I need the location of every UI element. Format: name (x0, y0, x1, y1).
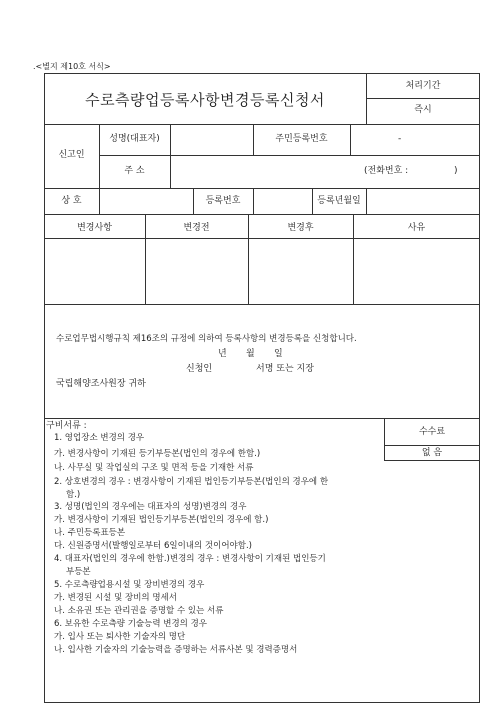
document-item: 가. 변경사항이 기재된 법인등기부등본(법인의 경우에 함.) (54, 515, 269, 525)
date-month-label: 월 (246, 349, 255, 359)
name-label: 성명(대표자) (109, 134, 160, 144)
document-item: 5. 수로측량업용시설 및 장비변경의 경우 (54, 580, 205, 590)
date-year-label: 년 (218, 349, 227, 359)
name-field[interactable] (171, 125, 252, 154)
change-before-field[interactable] (146, 239, 247, 303)
form-title: 수로측량업등록사항변경등록신청서 (85, 91, 325, 109)
declaration-statement: 수로업무법시행규칙 제16조의 규정에 의하여 등록사항의 변경등록을 신청합니다. (56, 334, 357, 344)
processing-period-label: 처리기간 (405, 81, 441, 91)
form-reference: .<별지 제10호 서식> (33, 62, 111, 71)
document-item: 나. 사무실 및 작업실의 구조 및 면적 등을 기재한 서류 (54, 463, 254, 473)
divider (366, 98, 480, 99)
resident-number-dash: - (398, 134, 402, 144)
change-reason-field[interactable] (354, 239, 479, 303)
document-item: 3. 성명(법인의 경우에는 대표자의 성명)변경의 경우 (54, 502, 247, 512)
document-item: 나. 소유권 또는 관리권을 증명할 수 있는 서류 (54, 606, 224, 616)
document-item: 부등본 (66, 567, 91, 577)
changes-header-after: 변경후 (287, 223, 314, 233)
document-item: 2. 상호변경의 경우 : 변경사항이 기재된 법인등기부등본(법인의 경우에 한 (54, 477, 329, 487)
trade-name-field[interactable] (100, 189, 192, 213)
fee-value: 없 음 (421, 448, 443, 458)
document-item: 함.) (66, 490, 81, 500)
divider (44, 214, 480, 215)
registration-number-label: 등록번호 (205, 196, 241, 206)
changes-header-reason: 사유 (407, 223, 426, 233)
applicant-sign-label: 신청인 (186, 364, 213, 374)
date-day-label: 일 (274, 349, 283, 359)
phone-label: (전화번호 : (364, 166, 409, 176)
change-after-field[interactable] (249, 239, 352, 303)
divider (44, 304, 480, 305)
phone-close: ) (454, 166, 458, 176)
processing-period-value: 즉시 (414, 105, 432, 115)
document-item: 다. 신원증명서(발행일로부터 6일이내의 것이어야함.) (54, 541, 252, 551)
registration-number-field[interactable] (254, 189, 311, 213)
registration-date-label: 등록년월일 (317, 196, 361, 206)
document-item: 1. 영업장소 변경의 경우 (54, 433, 145, 443)
trade-name-label: 상 호 (61, 196, 82, 206)
applicant-section-label: 신고인 (58, 150, 85, 160)
document-item: 6. 보유한 수로측량 기술능력 변경의 경우 (54, 619, 207, 629)
document-item: 가. 변경사항이 기재된 등기부등본(법인의 경우에 한함.) (54, 449, 261, 459)
document-item: 나. 입사한 기술자의 기술능력을 증명하는 서류사본 및 경력증명서 (54, 645, 298, 655)
divider (384, 445, 480, 446)
resident-number-label: 주민등록번호 (275, 134, 328, 144)
address-label: 주 소 (124, 166, 145, 176)
document-item: 4. 대표자(법인의 경우에 한함.)변경의 경우 : 변경사항이 기재된 법인등기 (54, 554, 326, 564)
addressee: 국립해양조사원장 귀하 (56, 379, 146, 389)
document-item: 가. 변경된 시설 및 장비의 명세서 (54, 593, 177, 603)
registration-date-field[interactable] (367, 189, 479, 213)
documents-heading: 구비서류 : (46, 421, 87, 431)
change-item-field[interactable] (45, 239, 144, 303)
changes-header-item: 변경사항 (77, 223, 112, 233)
document-item: 가. 입사 또는 퇴사한 기술자의 명단 (54, 632, 186, 642)
address-field[interactable] (171, 156, 361, 187)
changes-header-before: 변경전 (183, 223, 210, 233)
fee-label: 수수료 (418, 427, 446, 437)
document-item: 나. 주민등록표등본 (54, 528, 126, 538)
resident-number-field[interactable] (351, 125, 479, 154)
signature-label: 서명 또는 지장 (256, 364, 314, 374)
